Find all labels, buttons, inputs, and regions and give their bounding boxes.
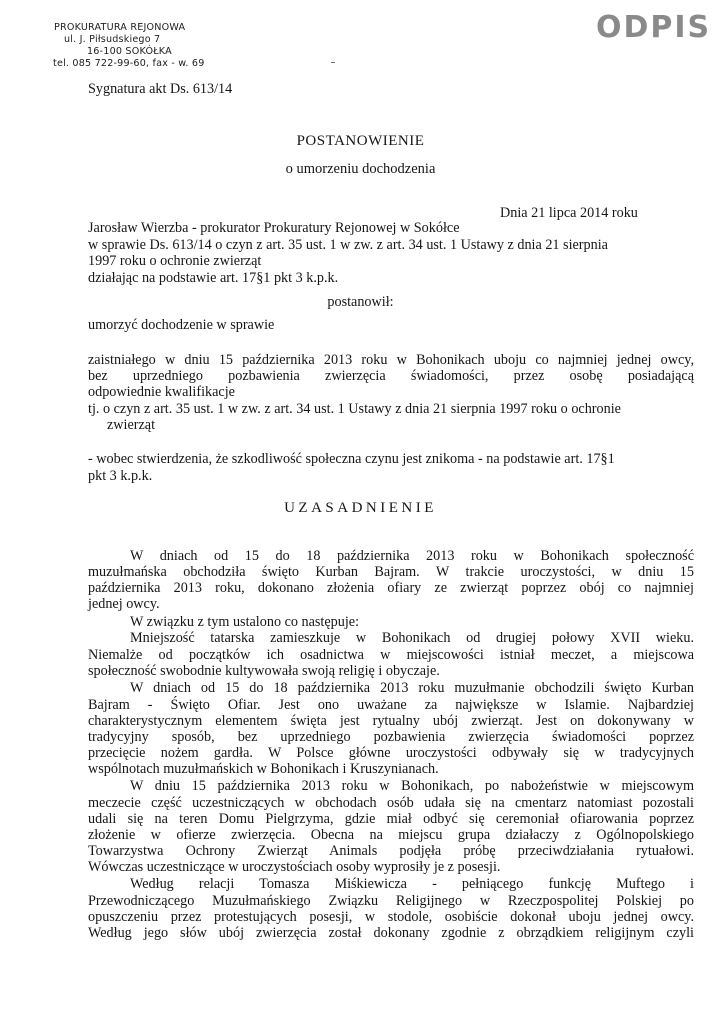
justification-line: Wówczas uczestniczące w uroczystościach osoby wyprosiły je z posesji.: [88, 859, 501, 875]
grounds-line: - wobec stwierdzenia, że szkodliwość społeczna czynu jest znikoma - na podstawie art. 17§1: [88, 451, 615, 467]
intro-line: działając na podstawie art. 17§1 pkt 3 k.p.k.: [88, 270, 339, 286]
intro-line: Jarosław Wierzba - prokurator Prokuratury Rejonowej w Sokółce: [88, 220, 460, 236]
justification-line: muzułmańska obchodziła święto Kurban Bajram. W trakcie uroczystości, w dniu 15: [88, 564, 694, 580]
stray-mark: [331, 62, 335, 63]
stamp-line-street: ul. J. Piłsudskiego 7: [64, 34, 161, 45]
justification-line: społeczność swobodnie kultywowała swoją religię i obyczaje.: [88, 663, 440, 679]
office-stamp: [54, 22, 205, 70]
facts-line: zwierząt: [107, 417, 156, 433]
justification-line: Według jego słów ubój zwierzęcia został dokonany zgodnie z obrządkiem religijnym czyli: [88, 925, 694, 941]
justification-line: jednej owcy.: [88, 596, 160, 612]
justification-line: października 2013 roku, dokonano złożenia ofiary ze zwierząt poprzez obój co najmniej: [88, 580, 694, 596]
justification-line: Według relacji Tomasza Miśkiewicza - pełniącego funkcję Muftego i: [130, 876, 694, 892]
document-date: Dnia 21 lipca 2014 roku: [500, 205, 638, 221]
justification-line: meczecie część uczestniczących w obchodach osób udała się na cmentarz natomiast pozostali: [88, 795, 694, 811]
justification-line: przecięcie nożem gardła. W Polsce główne uroczystości odbywały się w tradycyjnych: [88, 745, 694, 761]
justification-line: W dniach od 15 do 18 października 2013 roku muzułmanie obchodzili święto Kurban: [130, 680, 694, 696]
stamp-line-city: 16-100 SOKÓŁKA: [87, 46, 172, 57]
justification-heading: UZASADNIENIE: [284, 500, 437, 516]
justification-line: udali się na teren Domu Pielgrzyma, gdzie miał odbyć się ceremoniał ofiarowania poprzez: [88, 811, 694, 827]
document-title: POSTANOWIENIE: [296, 133, 425, 149]
stamp-line-phone: tel. 085 722-99-60, fax - w. 69: [53, 58, 205, 69]
decided-label: postanowił:: [327, 294, 394, 310]
facts-line: odpowiednie kwalifikacje: [88, 384, 235, 400]
justification-line: wspólnotach muzułmańskich w Bohonikach i Kruszynianach.: [88, 761, 439, 777]
case-signature: Sygnatura akt Ds. 613/14: [88, 81, 233, 97]
justification-line: charakterystycznym elementem święta jest rytualny ubój zwierząt. Jest on dokonywany w: [88, 713, 694, 729]
grounds-line: pkt 3 k.p.k.: [88, 468, 153, 484]
justification-line: W dniu 15 października 2013 roku w Bohonikach, po nabożeństwie w miejscowym: [130, 778, 694, 794]
stamp-line-office: PROKURATURA REJONOWA: [54, 22, 186, 33]
facts-line: tj. o czyn z art. 35 ust. 1 w zw. z art. 34 ust. 1 Ustawy z dnia 21 sierpnia 1997 roku o ochronie: [88, 401, 621, 417]
intro-line: 1997 roku o ochronie zwierząt: [88, 253, 262, 269]
justification-line: W dniach od 15 do 18 października 2013 roku w Bohonikach społeczność: [130, 548, 694, 564]
justification-line: Przewodniczącego Muzułmańskiego Związku Religijnego w Rzeczpospolitej Polskiej po: [88, 893, 694, 909]
facts-line: zaistniałego w dniu 15 października 2013 roku w Bohonikach uboju co najmniej jednej owcy,: [88, 352, 694, 368]
justification-line: W związku z tym ustalono co następuje:: [130, 614, 360, 630]
justification-line: Towarzystwa Ochrony Zwierząt Animals podjęła próbę przeciwdziałania rytuałowi.: [88, 843, 694, 859]
intro-line: w sprawie Ds. 613/14 o czyn z art. 35 ust. 1 w zw. z art. 34 ust. 1 Ustawy z dnia 21 sierpnia: [88, 237, 608, 253]
justification-line: opuszczeniu przez protestujących posesji, w stodole, osobiście dokonał uboju jednej owcy.: [88, 909, 694, 925]
decision-heading: umorzyć dochodzenie w sprawie: [88, 317, 275, 333]
facts-line: bez uprzedniego pozbawienia zwierzęcia świadomości, przez osobę posiadającą: [88, 368, 694, 384]
justification-line: Bajram - Święto Ofiar. Jest ono uważane za największe w Islamie. Najbardziej: [88, 697, 694, 713]
justification-line: Niemalże od początków ich osadnictwa w miejscowości istniał meczet, a miejscowa: [88, 647, 694, 663]
copy-stamp: ODPIS: [596, 10, 712, 45]
justification-line: złożenie w ofierze zwierzęcia. Obecna na miejscu grupa działaczy z Ogólnopolskiego: [88, 827, 694, 843]
justification-line: Mniejszość tatarska zamieszkuje w Bohonikach od drugiej połowy XVII wieku.: [130, 630, 694, 646]
justification-line: tradycyjny sposób, bez uprzedniego pozbawienia zwierzęcia świadomości poprzez: [88, 729, 694, 745]
document-subtitle: o umorzeniu dochodzenia: [285, 161, 436, 177]
